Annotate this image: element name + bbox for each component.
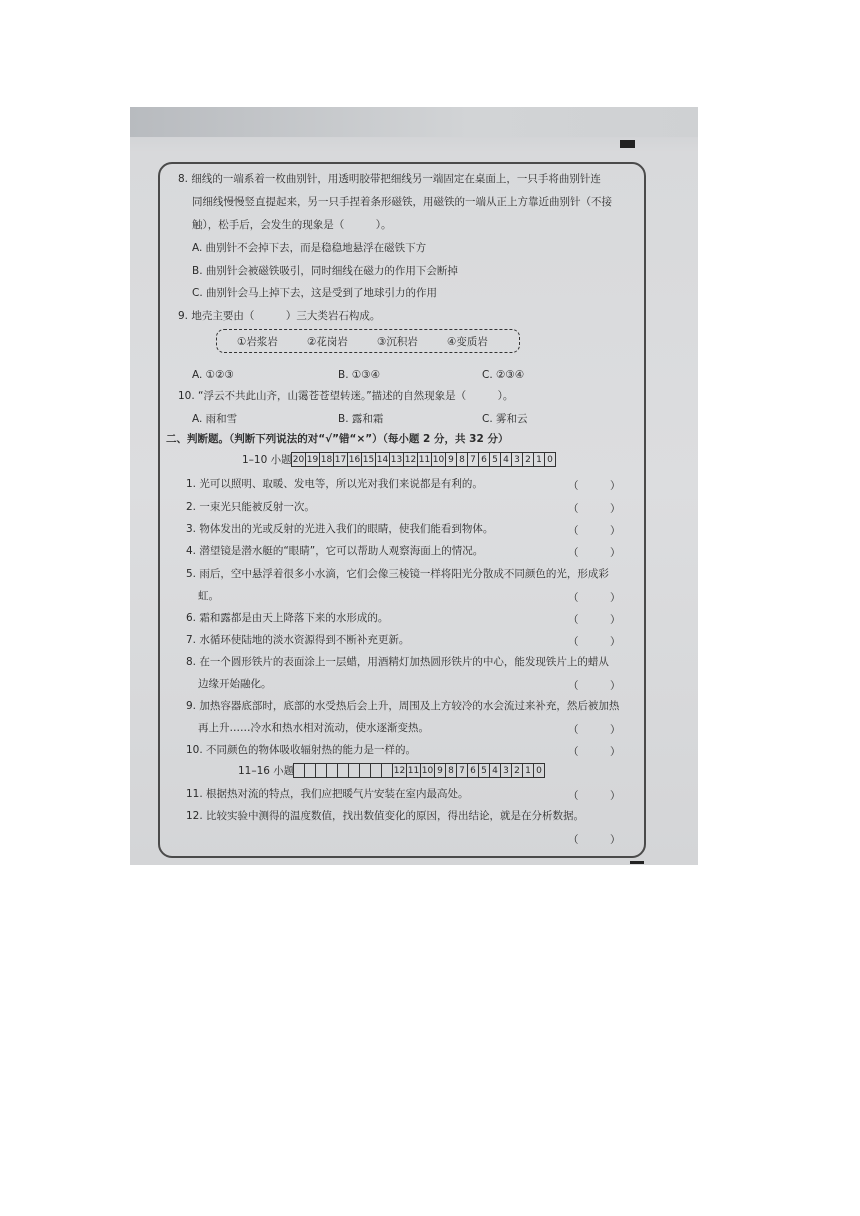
judge-item-11: 11. 根据热对流的特点，我们应把暖气片安装在室内最高处。 — [186, 788, 469, 800]
score-cell: 0 — [533, 763, 545, 778]
judge-item-4: 4. 潜望镜是潜水艇的“眼睛”，它可以帮助人观察海面上的情况。 — [186, 545, 484, 557]
section2-title: 二、判断题。（判断下列说法的对“√”错“×”）（每小题 2 分，共 32 分） — [166, 433, 509, 445]
judge-item-10: 10. 不同颜色的物体吸收辐射热的能力是一样的。 — [186, 744, 417, 756]
score-cell: 10 — [420, 763, 435, 778]
judge-item-12: 12. 比较实验中测得的温度数值，找出数值变化的原因，得出结论，就是在分析数据。 — [186, 810, 585, 822]
score-cell: 15 — [361, 452, 376, 467]
score-cell: 7 — [467, 452, 479, 467]
q8-line1: 8. 细线的一端系着一枚曲别针，用透明胶带把细线另一端固定在桌面上，一只手将曲别针连 — [178, 173, 601, 185]
answer-paren-10[interactable]: （ ） — [568, 746, 621, 758]
answer-paren-9[interactable]: （ ） — [568, 724, 621, 736]
score-cell: 8 — [456, 452, 468, 467]
corner-mark — [620, 140, 635, 148]
q10-option-b: B. 露和霜 — [338, 413, 384, 425]
score-cell: 8 — [445, 763, 457, 778]
grid1-label: 1–10 小题 — [242, 454, 292, 466]
score-cell: 17 — [333, 452, 348, 467]
q8-line2: 同细线慢慢竖直提起来，另一只手捏着条形磁铁，用磁铁的一端从正上方靠近曲别针（不接 — [192, 196, 612, 208]
rock-1: ①岩浆岩 — [237, 336, 278, 348]
score-cell: 9 — [434, 763, 446, 778]
score-cell: 0 — [544, 452, 556, 467]
q8-option-c: C. 曲别针会马上掉下去，这是受到了地球引力的作用 — [192, 287, 438, 299]
rock-options-box — [216, 329, 520, 353]
rock-2: ②花岗岩 — [307, 336, 348, 348]
score-cell: 12 — [403, 452, 418, 467]
judge-item-9: 9. 加热容器底部时，底部的水受热后会上升，周围及上方较冷的水会流过来补充，然后被加热 — [186, 700, 620, 712]
judge-item-7: 7. 水循环使陆地的淡水资源得到不断补充更新。 — [186, 634, 410, 646]
judge-item-9-cont: 再上升……冷水和热水相对流动，使水逐渐变热。 — [198, 722, 429, 734]
judge-item-5-cont: 虹。 — [198, 590, 219, 602]
score-cell: 9 — [445, 452, 457, 467]
q8-option-b: B. 曲别针会被磁铁吸引，同时细线在磁力的作用下会断掉 — [192, 265, 458, 277]
score-cell: 11 — [417, 452, 432, 467]
answer-paren-3[interactable]: （ ） — [568, 525, 621, 537]
score-cell: 19 — [305, 452, 320, 467]
score-cell: 6 — [467, 763, 479, 778]
judge-item-8: 8. 在一个圆形铁片的表面涂上一层蜡，用酒精灯加热圆形铁片的中心，能发现铁片上的蜡从 — [186, 656, 609, 668]
score-cell: 14 — [375, 452, 390, 467]
scanned-page-photo — [130, 107, 698, 865]
score-cell: 18 — [319, 452, 334, 467]
score-cell: 16 — [347, 452, 362, 467]
answer-paren-12[interactable]: （ ） — [568, 834, 621, 846]
q9-option-c: C. ②③④ — [482, 369, 525, 381]
q8-option-a: A. 曲别针不会掉下去，而是稳稳地悬浮在磁铁下方 — [192, 242, 427, 254]
score-cell: 11 — [406, 763, 421, 778]
answer-paren-8[interactable]: （ ） — [568, 680, 621, 692]
judge-item-8-cont: 边缘开始融化。 — [198, 678, 272, 690]
score-cell: 2 — [522, 452, 534, 467]
grid2-label: 11–16 小题 — [238, 765, 295, 777]
score-cell: 7 — [456, 763, 468, 778]
answer-paren-5[interactable]: （ ） — [568, 592, 621, 604]
q10-stem: 10. “浮云不共此山齐，山霭苍苍望转迷。”描述的自然现象是（ ）。 — [178, 390, 514, 402]
score-cell: 5 — [489, 452, 501, 467]
score-cell: 13 — [389, 452, 404, 467]
score-cell: 1 — [533, 452, 545, 467]
judge-item-5: 5. 雨后，空中悬浮着很多小水滴，它们会像三棱镜一样将阳光分散成不同颜色的光，形成彩 — [186, 568, 609, 580]
judge-item-1: 1. 光可以照明、取暖、发电等，所以光对我们来说都是有利的。 — [186, 478, 483, 490]
rock-3: ③沉积岩 — [377, 336, 418, 348]
score-cell: 3 — [500, 763, 512, 778]
q8-line3: 触），松手后，会发生的现象是（ ）。 — [192, 219, 392, 231]
answer-paren-7[interactable]: （ ） — [568, 636, 621, 648]
q10-option-a: A. 雨和雪 — [192, 413, 238, 425]
judge-item-2: 2. 一束光只能被反射一次。 — [186, 501, 315, 513]
photo-top-shadow — [130, 107, 698, 137]
judge-item-3: 3. 物体发出的光或反射的光进入我们的眼睛，使我们能看到物体。 — [186, 523, 494, 535]
score-cell: 5 — [478, 763, 490, 778]
score-cell: 4 — [489, 763, 501, 778]
answer-paren-11[interactable]: （ ） — [568, 790, 621, 802]
score-grid-1 — [292, 452, 556, 467]
q9-stem: 9. 地壳主要由（ ）三大类岩石构成。 — [178, 310, 381, 322]
answer-paren-4[interactable]: （ ） — [568, 547, 621, 559]
score-cell: 6 — [478, 452, 490, 467]
answer-paren-1[interactable]: （ ） — [568, 480, 621, 492]
score-cell: 3 — [511, 452, 523, 467]
rock-4: ④变质岩 — [447, 336, 488, 348]
score-cell: 1 — [522, 763, 534, 778]
corner-mark-bottom — [630, 861, 644, 864]
answer-paren-2[interactable]: （ ） — [568, 503, 621, 515]
score-cell: 20 — [291, 452, 306, 467]
score-cell: 12 — [392, 763, 407, 778]
score-grid-2 — [294, 763, 545, 778]
judge-item-6: 6. 霜和露都是由天上降落下来的水形成的。 — [186, 612, 389, 624]
q10-option-c: C. 雾和云 — [482, 413, 528, 425]
score-cell: 2 — [511, 763, 523, 778]
score-cell: 4 — [500, 452, 512, 467]
q9-option-b: B. ①③④ — [338, 369, 381, 381]
q9-option-a: A. ①②③ — [192, 369, 234, 381]
answer-paren-6[interactable]: （ ） — [568, 614, 621, 626]
score-cell: 10 — [431, 452, 446, 467]
